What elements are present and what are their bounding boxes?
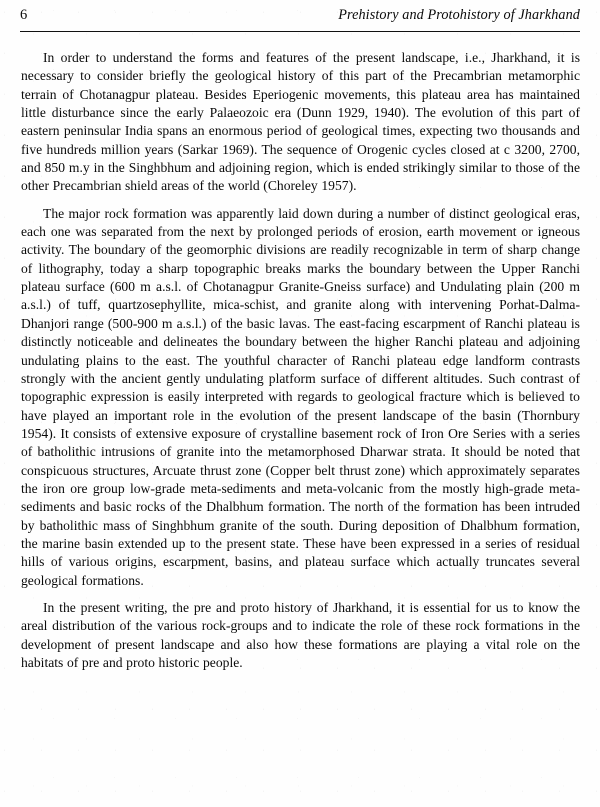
running-title: Prehistory and Protohistory of Jharkhand (338, 7, 580, 23)
paragraph: The major rock formation was apparently laid down during a number of distinct geological eras, each one was separated from the next by prolonged periods of erosion, earth movement or igneous activity. The boundary of the geomorphic divisions are readily recognizable in term of sharp change of lithography, today a sharp topographic breaks marks the boundary between the Upper Ranchi plateau surface (600 m a.s.l. of Chotanagpur Granite-Gneiss surface) and Undulating plain (200 m a.s.l.) of tuff, quartzosephyllite, mica-schist, and granite along with intervening Porhat-Dalma-Dhanjori range (500-900 m a.s.l.) of the basic lavas. The east-facing escarpment of Ranchi plateau is distinctly noticeable and delineates the boundary between the higher Ranchi plateau and adjoining undulating plains to the east. The youthful character of Ranchi plateau edge landform contrasts strongly with the ancient gently undulating platform surface of different altitudes. Such contrast of topographic expression is easily interpreted with regards to geological fracture which is believed to have played an important role in the evolution of the present landscape of the basin (Thornbury 1954). It consists of extensive exposure of crystalline basement rock of Iron Ore Series with a series of batholithic intrusions of granite into the metamorphosed Dharwar strata. It should be noted that conspicuous structures, Arcuate thrust zone (Copper belt thrust zone) which approximately separates the iron ore group low-grade meta-sediments and meta-volcanic from the mostly high-grade meta-sediments and basic rocks of the Dhalbhum formation. The north of the formation has been intruded by batholithic mass of Singhbhum granite of the south. During deposition of Dhalbhum formation, the marine basin extended up to the present state. These have been expressed in a series of residual hills of various origins, escarpment, basins, and plateau surface which actually truncates several geological formations. (21, 205, 580, 588)
paragraph: In order to understand the forms and features of the present landscape, i.e., Jharkhand, it is necessary to consider briefly the geological history of this part of the Precambrian metamorphic terrain of Chotanagpur plateau. Besides Eperiogenic movements, this plateau area has maintained little disturbance since the early Palaeozoic era (Dunn 1929, 1940). The evolution of this part of eastern peninsular India spans an enormous period of geological times, expecting two thousands and five hundreds million years (Sarkar 1969). The sequence of Orogenic cycles closed at c 3200, 2700, and 850 m.y in the Singhbhum and adjoining region, which is ended strikingly similar to those of the other Precambrian shield areas of the world (Choreley 1957). (21, 50, 580, 194)
paragraph: In the present writing, the pre and proto history of Jharkhand, it is essential for us to know the areal distribution of the various rock-groups and to indicate the role of these rock formations in the development of present landscape and also how these formations are playing a vital role on the habitats of pre and proto historic people. (21, 599, 580, 670)
body-text-block (21, 49, 580, 672)
page-number: 6 (20, 7, 28, 23)
header-rule (20, 31, 580, 32)
